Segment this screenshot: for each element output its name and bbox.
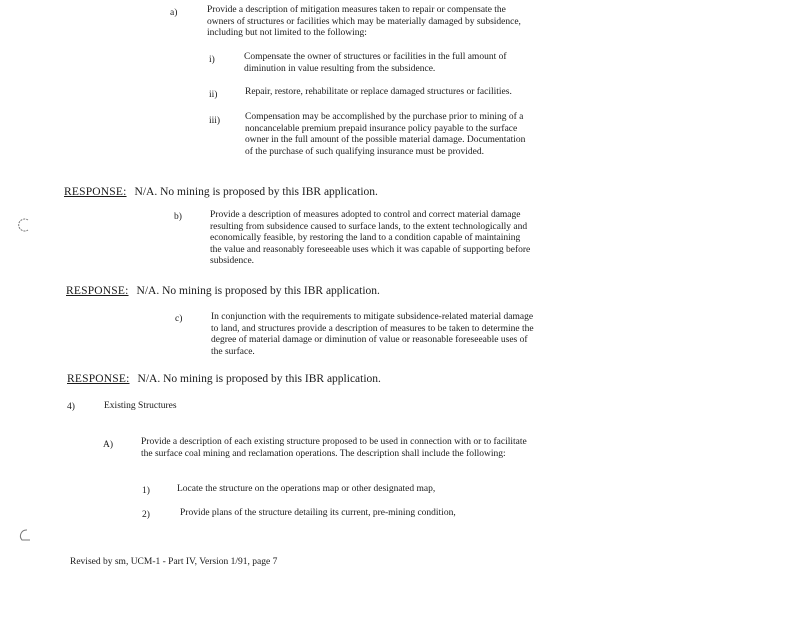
response-1 — [64, 185, 378, 199]
item-b-text: Provide a description of measures adopted to control and correct material damage resulting from subsidence caused to surface lands, to the extent technologically and economically feasible, by restoring the land to a condition capable of maintaining the value and reasonably foreseeable uses which it was capable of supporting before subsidence. — [210, 210, 531, 266]
item-A-marker: A) — [103, 440, 114, 450]
item-b-marker: b) — [174, 212, 182, 222]
item-a-text: Provide a description of mitigation measures taken to repair or compensate the owners of structures or facilities which may be materially damaged by subsidence, including but not limited to the following: — [207, 5, 521, 38]
item-ii-marker: ii) — [209, 90, 218, 100]
item-c-marker: c) — [175, 314, 183, 324]
item-iii-marker: iii) — [209, 116, 221, 126]
hole-punch-mark-icon — [18, 218, 32, 232]
section-4-title: Existing Structures — [104, 401, 177, 411]
item-c-text: In conjunction with the requirements to mitigate subsidence-related material damage to land, and structures provide a description of measures to be taken to determine the degree of material damage or diminution of value or reasonable foreseeable uses of the surface. — [211, 312, 534, 357]
response-text: N/A. No mining is proposed by this IBR application. — [134, 186, 378, 198]
response-label: RESPONSE: — [66, 285, 129, 297]
response-3 — [67, 372, 381, 386]
item-iii-text: Compensation may be accomplished by the purchase prior to mining of a noncancelable premium prepaid insurance policy payable to the surface owner in the full amount of the possible material damage. Documentation of the purchase of such qualifying insurance must be provided. — [245, 112, 526, 157]
page-footer: Revised by sm, UCM-1 - Part IV, Version 1/91, page 7 — [70, 557, 278, 567]
item-A-text: Provide a description of each existing structure proposed to be used in connection with or to facilitate the surface coal mining and reclamation operations. The description shall include the following: — [141, 437, 527, 459]
response-text: N/A. No mining is proposed by this IBR application. — [136, 285, 380, 297]
item-ii-text: Repair, restore, rehabilitate or replace damaged structures or facilities. — [245, 87, 512, 97]
item-i-marker: i) — [209, 55, 215, 65]
item-a-marker: a) — [170, 8, 178, 18]
hole-punch-mark-icon — [18, 528, 32, 542]
response-text: N/A. No mining is proposed by this IBR application. — [137, 373, 381, 385]
section-4-marker: 4) — [67, 402, 75, 412]
item-A1-text: Locate the structure on the operations map or other designated map, — [177, 484, 436, 494]
response-label: RESPONSE: — [64, 186, 127, 198]
item-A2-text: Provide plans of the structure detailing its current, pre-mining condition, — [180, 508, 456, 518]
item-A2-marker: 2) — [142, 510, 150, 520]
item-i-text: Compensate the owner of structures or facilities in the full amount of diminution in value resulting from the subsidence. — [244, 52, 507, 74]
response-2 — [66, 284, 380, 298]
response-label: RESPONSE: — [67, 373, 130, 385]
item-A1-marker: 1) — [142, 486, 150, 496]
